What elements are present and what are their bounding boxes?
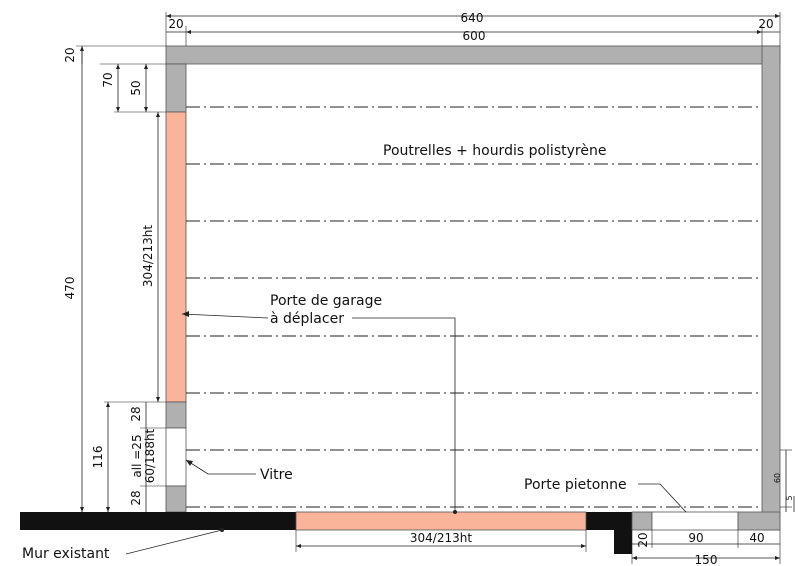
- top-wall: [166, 46, 780, 64]
- right-small-dimensions: [780, 450, 794, 512]
- existing-wall-label: Mur existant: [22, 546, 110, 562]
- dim-pedestrian-door: 90: [688, 531, 704, 545]
- glass-leader: [186, 460, 256, 474]
- left-wall-top-pier: [166, 64, 186, 112]
- garage-door-label-2: à déplacer: [270, 311, 344, 327]
- bottom-right-pier: [738, 512, 780, 530]
- bottom-pier: [632, 512, 652, 530]
- dim-glass-bottom-pier: 28: [129, 490, 143, 506]
- dim-total-width: 640: [460, 11, 484, 25]
- left-wall-bottom-pier: [166, 486, 186, 512]
- dim-small-right-2: 5: [785, 495, 794, 501]
- dim-glass-top-pier: 28: [129, 406, 143, 422]
- dim-glass-info-2: 60/188ht: [143, 428, 157, 484]
- glass-label: Vitre: [260, 467, 293, 483]
- dim-garage-door-bottom: 304/213ht: [409, 531, 473, 545]
- dim-glass-zone: 116: [91, 445, 105, 469]
- existing-wall-return: [614, 512, 632, 554]
- dim-left-wall: 20: [168, 17, 184, 31]
- existing-wall: [20, 512, 296, 530]
- dim-bottom-pier: 20: [636, 532, 650, 548]
- pedestrian-door: [652, 512, 738, 530]
- dim-top-gap: 50: [129, 80, 143, 96]
- dim-top-offset: 70: [101, 72, 115, 88]
- dim-interior-width: 600: [462, 29, 486, 43]
- left-garage-door: [166, 112, 186, 402]
- dim-total-height: 470: [63, 276, 77, 300]
- right-wall: [762, 46, 780, 530]
- left-wall-mid-pier: [166, 402, 186, 428]
- dim-right-wall: 20: [758, 17, 774, 31]
- window-glass: [166, 428, 186, 486]
- dim-right-section: 150: [694, 553, 718, 566]
- dim-right-pier: 40: [749, 531, 765, 545]
- beams-label: Poutrelles + hourdis polistyrène: [383, 143, 607, 159]
- bottom-garage-door: [296, 512, 586, 530]
- garage-door-label-1: Porte de garage: [270, 293, 383, 309]
- pedestrian-door-leader: [638, 484, 686, 512]
- dim-top-wall: 20: [63, 47, 77, 63]
- dim-garage-door-left: 304/213ht: [141, 224, 155, 288]
- pedestrian-door-label: Porte pietonne: [524, 477, 627, 493]
- dim-glass-info-1: all =25: [130, 434, 144, 478]
- garage-door-leaders: [182, 311, 457, 514]
- dim-small-right-1: 60: [773, 472, 782, 484]
- existing-wall-leader: [126, 528, 224, 554]
